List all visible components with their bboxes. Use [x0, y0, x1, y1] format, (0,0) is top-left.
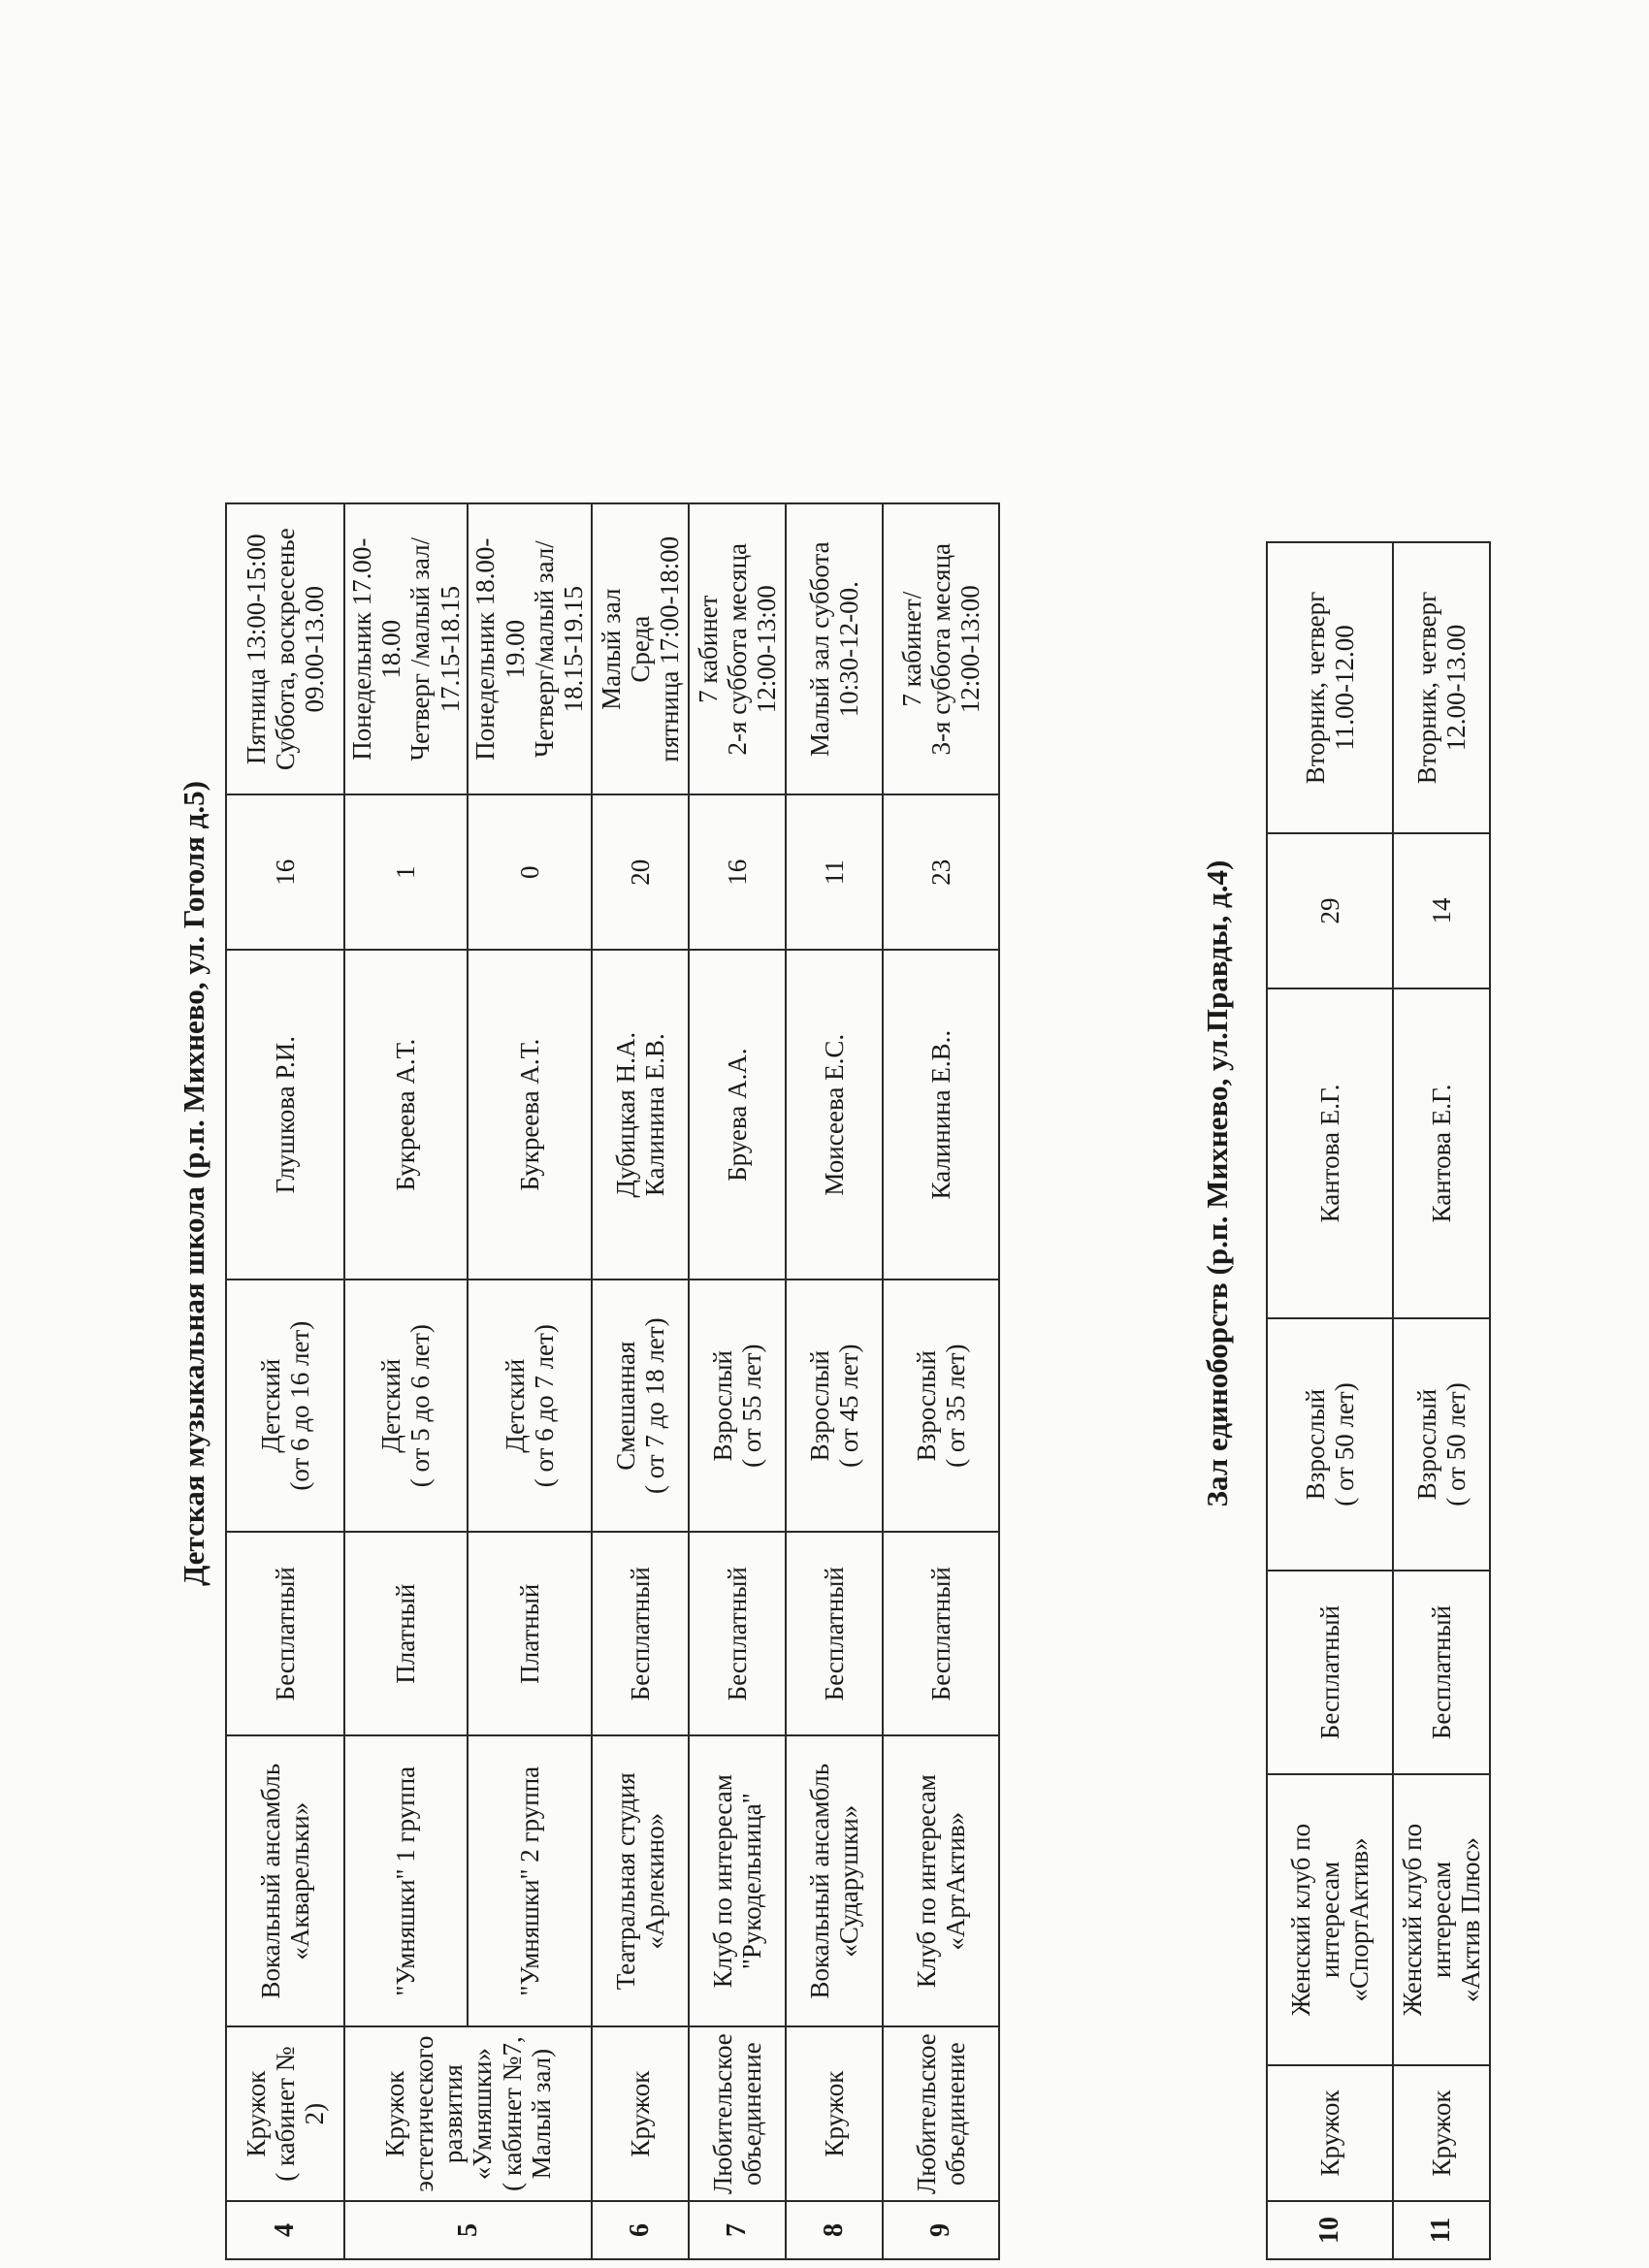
activity-name-line: Театральная студия: [610, 1772, 640, 1991]
schedule-line: 7 кабинет: [693, 595, 723, 703]
leader-name-line: Букреева А.Т.: [514, 1038, 544, 1191]
leader-name: [786, 950, 883, 1280]
schedule: [344, 503, 468, 794]
age-group-line: ( от 50 лет): [1330, 1382, 1359, 1507]
table-row: [883, 503, 999, 2259]
activity-type: [786, 2026, 883, 2201]
table-row: [592, 503, 689, 2259]
activity-type-line: Кружок: [819, 2070, 849, 2157]
activity-name: [883, 1735, 999, 2026]
schedule-line: 11.00-12.00: [1330, 625, 1359, 751]
activity-name: [1393, 1774, 1490, 2065]
schedule-line: Вторник, четверг: [1411, 591, 1441, 785]
table-row: [689, 503, 786, 2259]
activity-name-line: Клуб по интересам: [707, 1774, 737, 1989]
age-group-line: Взрослый: [804, 1350, 834, 1462]
activity-name: [468, 1735, 592, 2026]
age-group-line: ( от 5 до 6 лет): [405, 1324, 436, 1488]
participant-count: 14: [1393, 833, 1490, 988]
activity-name-line: Женский клуб по интересам: [1285, 1823, 1344, 2017]
schedule-line: пятница 17:00-18:00: [655, 535, 685, 762]
schedule: [1393, 542, 1490, 833]
row-number: 9: [883, 2201, 999, 2259]
activity-type-line: Любительское: [707, 2033, 737, 2194]
payment-type: Бесплатный: [689, 1532, 786, 1735]
table-row: [786, 503, 883, 2259]
activity-type-line: объединение: [940, 2042, 970, 2186]
schedule-line: Малый зал суббота: [804, 541, 834, 758]
participant-count: 20: [592, 794, 689, 950]
schedule-line: Вторник, четверг: [1300, 591, 1330, 785]
activity-name-line: «Актив Плюс»: [1456, 1836, 1486, 2003]
payment-type: Бесплатный: [1393, 1571, 1490, 1774]
age-group: [468, 1280, 592, 1532]
activity-name-line: «Сударушки»: [833, 1804, 863, 1958]
schedule: [786, 503, 883, 794]
activity-name: [1267, 1774, 1393, 2065]
age-group: [689, 1280, 786, 1532]
leader-name-line: Кантова Е.Г.: [1426, 1084, 1456, 1223]
schedule-line: Малый зал: [596, 588, 626, 710]
leader-name: [689, 950, 786, 1280]
age-group-line: Детский: [255, 1358, 285, 1453]
activity-type-line: Кружок: [379, 2070, 409, 2157]
schedule-line: 12.00-13.00: [1441, 624, 1471, 752]
payment-type: Платный: [468, 1532, 592, 1735]
activity-name: [689, 1735, 786, 2026]
row-number: 11: [1393, 2201, 1490, 2259]
age-group-line: ( от 7 до 18 лет): [639, 1317, 669, 1495]
schedule: [883, 503, 999, 794]
age-group-line: Взрослый: [707, 1350, 737, 1462]
schedule-line: 12:00-13:00: [955, 585, 986, 714]
activity-name: [592, 1735, 689, 2026]
schedule: [226, 503, 344, 794]
participant-count: 23: [883, 794, 999, 950]
activity-name-line: "Умняшки" 2 группа: [514, 1766, 544, 1996]
activity-name-line: Женский клуб по интересам: [1397, 1823, 1456, 2017]
age-group-line: Детский: [500, 1358, 530, 1453]
section-title-music-school: Детская музыкальная школа (р.п. Михнево, ул. Гоголя д.5): [177, 781, 210, 1586]
activity-type: [344, 2026, 592, 2201]
leader-name-line: Калинина Е.В.: [639, 1033, 669, 1197]
participant-count: 0: [468, 794, 592, 950]
age-group: [786, 1280, 883, 1532]
activity-name-line: «Арлекино»: [639, 1812, 669, 1950]
age-group-line: Взрослый: [1300, 1388, 1330, 1501]
activities-table-music-school: [225, 502, 1000, 2260]
activity-name: [786, 1735, 883, 2026]
activity-type-line: эстетического: [409, 2035, 438, 2192]
leader-name: [344, 950, 468, 1280]
row-number: 10: [1267, 2201, 1393, 2259]
schedule-line: 09.00-13.00: [300, 585, 330, 713]
leader-name: [592, 950, 689, 1280]
participant-count: 16: [689, 794, 786, 950]
schedule: [592, 503, 689, 794]
activity-type-line: Кружок: [1314, 2090, 1344, 2177]
activity-type-line: объединение: [736, 2042, 766, 2186]
leader-name: [1267, 988, 1393, 1318]
activity-type: [592, 2026, 689, 2201]
payment-type: Платный: [344, 1532, 468, 1735]
payment-type: Бесплатный: [786, 1532, 883, 1735]
activity-name: [344, 1735, 468, 2026]
activity-type-line: развития: [438, 2064, 469, 2164]
activity-type-line: Кружок: [241, 2070, 271, 2157]
activities-table-martial-arts: [1266, 541, 1491, 2260]
activity-type: [1393, 2065, 1490, 2201]
leader-name: [883, 950, 999, 1280]
leader-name-line: Кантова Е.Г.: [1314, 1084, 1344, 1223]
payment-type: Бесплатный: [592, 1532, 689, 1735]
age-group: [883, 1280, 999, 1532]
payment-type: Бесплатный: [1267, 1571, 1393, 1774]
participant-count: 16: [226, 794, 344, 950]
participant-count: 29: [1267, 833, 1393, 988]
schedule-line: 2-я суббота месяца: [722, 542, 752, 756]
payment-type: Бесплатный: [226, 1532, 344, 1735]
schedule-line: Понедельник 17.00-18.00: [347, 537, 406, 761]
row-number: 7: [689, 2201, 786, 2259]
activity-type: [226, 2026, 344, 2201]
schedule-line: Суббота, воскресенье: [270, 528, 300, 771]
age-group: [226, 1280, 344, 1532]
activity-type-line: ( кабинет № 2): [270, 2046, 330, 2182]
age-group-line: (от 6 до 16 лет): [285, 1320, 314, 1491]
schedule-line: 7 кабинет/: [896, 591, 926, 707]
activity-type: [689, 2026, 786, 2201]
activity-name: [226, 1735, 344, 2026]
age-group-line: Детский: [376, 1358, 406, 1453]
activity-name-line: "Умняшки" 1 группа: [391, 1766, 421, 1996]
activity-type: [1267, 2065, 1393, 2201]
leader-name-line: Дубицкая Н.А.: [610, 1031, 640, 1198]
table-row: [1267, 542, 1393, 2259]
schedule: [689, 503, 786, 794]
activity-name-line: «АртАктив»: [940, 1811, 970, 1951]
age-group-line: ( от 45 лет): [833, 1344, 863, 1468]
activity-type-line: «Умняшки»: [468, 2048, 498, 2181]
participant-count: 1: [344, 794, 468, 950]
schedule-line: Четверг /малый зал/: [405, 536, 436, 761]
schedule-line: Пятница 13:00-15:00: [241, 534, 271, 765]
age-group-line: ( от 50 лет): [1441, 1382, 1471, 1507]
age-group-line: Взрослый: [1411, 1388, 1441, 1501]
activity-type: [883, 2026, 999, 2201]
age-group: [1393, 1318, 1490, 1571]
age-group-line: ( от 55 лет): [736, 1344, 766, 1468]
activity-name-line: "Рукодельница": [736, 1793, 766, 1970]
activity-type-line: Кружок: [1426, 2090, 1456, 2177]
table-row: [344, 503, 468, 2259]
row-number: 8: [786, 2201, 883, 2259]
schedule: [468, 503, 592, 794]
row-number: 6: [592, 2201, 689, 2259]
activity-type-line: Кружок: [625, 2070, 655, 2157]
age-group: [344, 1280, 468, 1532]
schedule-line: Четверг/малый зал/: [529, 540, 559, 759]
age-group-line: Взрослый: [911, 1350, 941, 1462]
table-row: [468, 503, 592, 2259]
schedule-line: 3-я суббота месяца: [925, 542, 955, 756]
activity-name-line: Вокальный ансамбль: [804, 1763, 834, 1999]
row-number: 4: [226, 2201, 344, 2259]
payment-type: Бесплатный: [883, 1532, 999, 1735]
schedule: [1267, 542, 1393, 833]
age-group: [592, 1280, 689, 1532]
table-row: [226, 503, 344, 2259]
leader-name-line: Калинина Е.В..: [925, 1029, 955, 1200]
table-row: [1393, 542, 1490, 2259]
rotated-content: [165, 107, 1484, 2260]
leader-name: [226, 950, 344, 1280]
schedule-line: 12:00-13:00: [752, 585, 782, 714]
activity-name-line: Клуб по интересам: [911, 1774, 941, 1989]
activity-type-line: Малый зал): [526, 2048, 556, 2180]
age-group-line: Смешанная: [610, 1341, 640, 1471]
schedule-line: 17.15-18.15: [435, 585, 465, 713]
section-title-martial-arts-hall: Зал единоборств (р.п. Михнево, ул.Правды, д.4): [1200, 859, 1234, 1507]
age-group-line: ( от 6 до 7 лет): [529, 1324, 559, 1488]
activity-type-line: ( кабинет №7,: [497, 2036, 527, 2191]
age-group-line: ( от 35 лет): [940, 1344, 970, 1468]
row-number: 5: [344, 2201, 592, 2259]
age-group: [1267, 1318, 1393, 1571]
participant-count: 11: [786, 794, 883, 950]
leader-name-line: Бруева А.А.: [722, 1048, 752, 1182]
activity-type-line: Любительское: [911, 2033, 941, 2194]
schedule-line: Понедельник 18.00-19.00: [470, 537, 530, 761]
activity-name-line: «Акварельки»: [285, 1801, 314, 1960]
leader-name-line: Глушкова Р.И.: [270, 1036, 300, 1194]
schedule-line: 18.15-19.15: [559, 585, 589, 713]
activity-name-line: «СпортАктив»: [1344, 1837, 1374, 2002]
leader-name: [468, 950, 592, 1280]
schedule-line: 10:30-12-00.: [833, 581, 863, 718]
leader-name: [1393, 988, 1490, 1318]
leader-name-line: Моисеева Е.С.: [819, 1033, 849, 1196]
schedule-line: Среда: [625, 615, 655, 683]
activity-name-line: Вокальный ансамбль: [255, 1763, 285, 1999]
leader-name-line: Букреева А.Т.: [391, 1038, 421, 1191]
